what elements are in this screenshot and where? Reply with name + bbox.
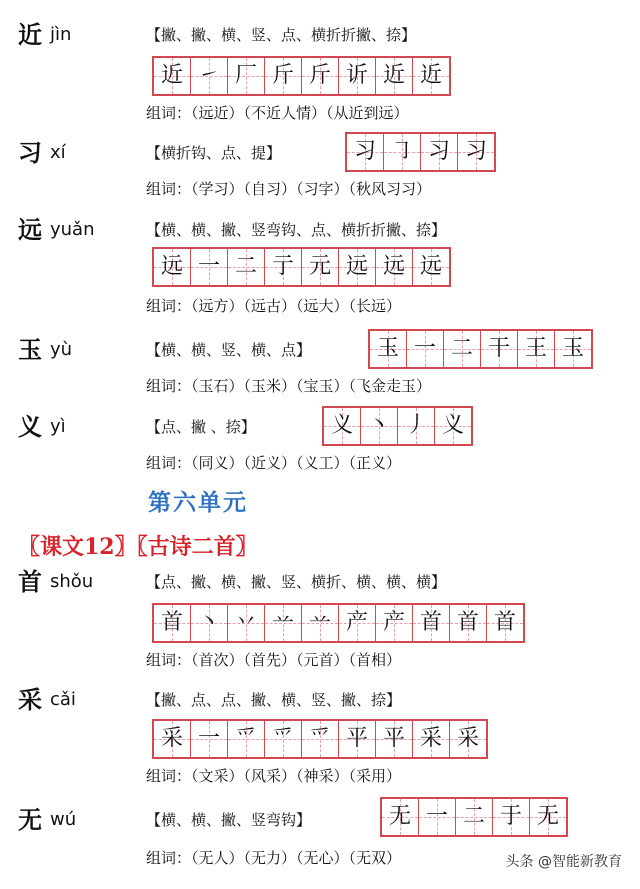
entry-pinyin: yù xyxy=(50,339,73,360)
stroke-cell: 远 xyxy=(339,249,376,285)
stroke-cell: 亍 xyxy=(265,249,302,285)
stroke-order-grid xyxy=(368,329,593,369)
stroke-cell: 习 xyxy=(458,134,494,170)
stroke-cell: 斤 xyxy=(265,58,302,94)
stroke-order-grid xyxy=(152,603,525,643)
stroke-cell: 习 xyxy=(347,134,384,170)
entry-xi xyxy=(0,138,640,198)
stroke-cell: 远 xyxy=(376,249,413,285)
entry-pinyin: cǎi xyxy=(50,689,76,710)
stroke-cell: 一 xyxy=(419,799,456,835)
stroke-cell: 元 xyxy=(302,249,339,285)
entry-words: 组词：（远近）（不近人情）（从近到远） xyxy=(146,104,409,122)
stroke-cell: 近 xyxy=(413,58,449,94)
entry-pinyin: xí xyxy=(50,142,66,163)
entry-words: 组词：（文采）（风采）（神采）（采用） xyxy=(146,767,402,785)
stroke-cell: 采 xyxy=(413,721,450,757)
stroke-cell: 于 xyxy=(493,799,530,835)
entry-char: 无 xyxy=(18,806,42,834)
entry-pinyin: jìn xyxy=(50,24,72,45)
lesson-title: 〖课文12〗〖古诗二首〗 xyxy=(18,534,258,560)
stroke-order-grid xyxy=(152,247,451,287)
entry-words: 组词：（远方）（远古）（远大）（长远） xyxy=(146,297,402,315)
entry-strokes: 【横折钩、点、提】 xyxy=(146,144,282,162)
stroke-cell: 干 xyxy=(481,331,518,367)
stroke-cell: 一 xyxy=(191,249,228,285)
entry-jin xyxy=(0,20,640,122)
stroke-cell: 爫 xyxy=(265,721,302,757)
stroke-cell: ㇀ xyxy=(191,58,228,94)
entry-pinyin: wú xyxy=(50,809,77,830)
entry-pinyin: yì xyxy=(50,416,66,437)
stroke-order-grid xyxy=(380,797,568,837)
watermark: 头条 @智能新教育 xyxy=(505,854,622,870)
stroke-cell: 产 xyxy=(376,605,413,641)
entry-words: 组词：（首次）（首先）（元首）（首相） xyxy=(146,651,402,669)
stroke-cell: 近 xyxy=(154,58,191,94)
entry-strokes: 【横、横、撇、竖弯钩、点、横折折撇、捺】 xyxy=(146,221,447,239)
stroke-cell: 首 xyxy=(154,605,191,641)
unit-title: 第六单元 xyxy=(148,489,248,516)
entry-char: 首 xyxy=(18,568,42,596)
stroke-cell: 无 xyxy=(530,799,566,835)
stroke-cell: 厂 xyxy=(228,58,265,94)
stroke-cell: 产 xyxy=(339,605,376,641)
entry-char: 玉 xyxy=(18,336,42,364)
stroke-cell: 远 xyxy=(154,249,191,285)
stroke-cell: 丷 xyxy=(228,605,265,641)
entry-pinyin: yuǎn xyxy=(50,219,95,240)
stroke-cell: 丶 xyxy=(361,408,398,444)
stroke-cell: 丿 xyxy=(398,408,435,444)
stroke-cell: 首 xyxy=(413,605,450,641)
stroke-cell: 采 xyxy=(154,721,191,757)
stroke-cell: 斤 xyxy=(302,58,339,94)
entry-char: 远 xyxy=(18,216,42,244)
stroke-cell: 一 xyxy=(191,721,228,757)
entry-char: 采 xyxy=(18,686,42,714)
stroke-cell: 远 xyxy=(413,249,449,285)
entry-strokes: 【撇、点、点、撇、横、竖、撇、捺】 xyxy=(146,691,402,709)
stroke-order-grid xyxy=(152,719,488,759)
entry-char: 近 xyxy=(18,21,42,49)
stroke-cell: ㇆ xyxy=(384,134,421,170)
stroke-cell: 首 xyxy=(450,605,487,641)
entry-shou xyxy=(0,567,640,669)
entry-words: 组词：（学习）（自习）（习字）（秋风习习） xyxy=(146,180,432,198)
stroke-cell: 䒑 xyxy=(265,605,302,641)
stroke-cell: 二 xyxy=(444,331,481,367)
stroke-cell: 爫 xyxy=(302,721,339,757)
entry-yi xyxy=(0,412,640,472)
entry-yu xyxy=(0,335,640,395)
entry-strokes: 【撇、撇、横、竖、点、横折折撇、捺】 xyxy=(146,26,417,44)
stroke-cell: 无 xyxy=(382,799,419,835)
entry-strokes: 【横、横、竖、横、点】 xyxy=(146,341,312,359)
entry-char: 义 xyxy=(18,413,42,441)
stroke-cell: 采 xyxy=(450,721,486,757)
entry-yuan xyxy=(0,215,640,315)
stroke-cell: 平 xyxy=(376,721,413,757)
stroke-order-grid xyxy=(345,132,496,172)
entry-strokes: 【点、撇、横、撇、竖、横折、横、横、横】 xyxy=(146,573,447,591)
stroke-cell: 近 xyxy=(376,58,413,94)
stroke-cell: 王 xyxy=(518,331,555,367)
stroke-cell: 䜣 xyxy=(339,58,376,94)
stroke-cell: 义 xyxy=(435,408,471,444)
stroke-cell: 二 xyxy=(228,249,265,285)
stroke-cell: 一 xyxy=(407,331,444,367)
stroke-cell: 二 xyxy=(456,799,493,835)
stroke-cell: 䒑 xyxy=(302,605,339,641)
entry-strokes: 【横、横、撇、竖弯钩】 xyxy=(146,811,312,829)
entry-strokes: 【点、撇 、捺】 xyxy=(146,418,256,436)
stroke-cell: 首 xyxy=(487,605,523,641)
stroke-cell: 玉 xyxy=(370,331,407,367)
stroke-cell: 爫 xyxy=(228,721,265,757)
entry-words: 组词：（无人）（无力）（无心）（无双） xyxy=(146,849,402,867)
stroke-cell: 义 xyxy=(324,408,361,444)
stroke-cell: 平 xyxy=(339,721,376,757)
entry-pinyin: shǒu xyxy=(50,571,94,592)
entry-cai xyxy=(0,685,640,785)
stroke-order-grid xyxy=(322,406,473,446)
entry-words: 组词：（同义）（近义）（义工）（正义） xyxy=(146,454,402,472)
entry-words: 组词：（玉石）（玉米）（宝玉）（飞金走玉） xyxy=(146,377,432,395)
stroke-cell: 玉 xyxy=(555,331,591,367)
stroke-cell: 习 xyxy=(421,134,458,170)
stroke-cell: 丶 xyxy=(191,605,228,641)
stroke-order-grid xyxy=(152,56,451,96)
entry-char: 习 xyxy=(18,139,42,167)
